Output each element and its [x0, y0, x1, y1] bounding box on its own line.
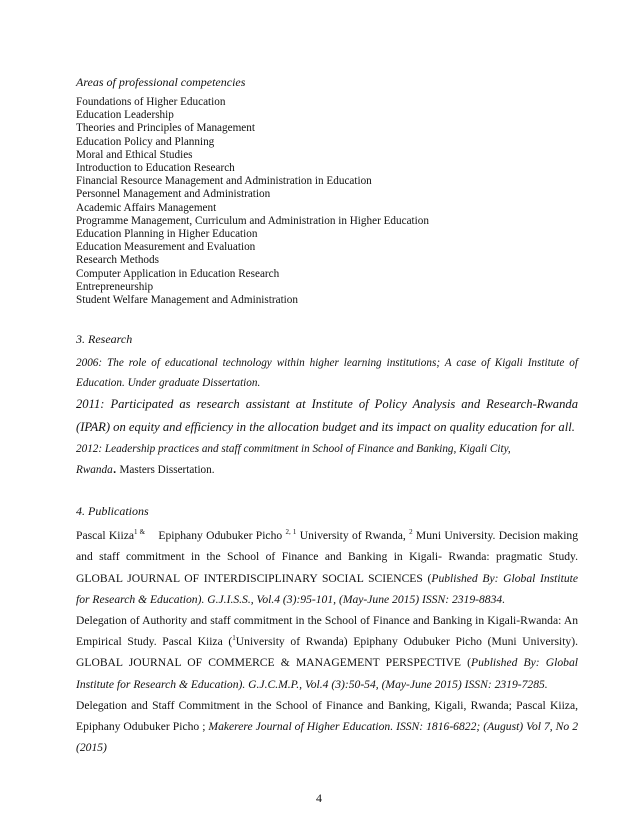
publication-1	[76, 525, 578, 610]
research-entry-2012	[76, 439, 578, 480]
list-item: Education Policy and Planning	[76, 135, 215, 148]
list-item: Entrepreneurship	[76, 280, 154, 293]
pub1-sup1: 1 &	[134, 528, 146, 537]
research-entry-2012-place: Rwanda	[76, 464, 113, 477]
list-item: Education Leadership	[76, 109, 174, 122]
pub1-title: Muni University. Decision making and staff commitment in the School of Finance and Banking in Kigali- Rwanda: pragmatic Study. GLOBAL JOURNAL OF INTERDISCIPLINARY SOCIAL SCIENCES (	[76, 529, 579, 585]
research-entry-2012-dot: .	[112, 460, 117, 478]
list-item: Introduction to Education Research	[76, 162, 235, 175]
list-item: Theories and Principles of Management	[76, 122, 255, 135]
pub3-citation: Makerere Journal of Higher Education. ISSN: 1816-6822; (August) Vol 7, No 2 (2015)	[76, 720, 578, 755]
pub1-affiliation: University of Rwanda,	[296, 529, 410, 543]
list-item: Student Welfare Management and Administration	[76, 294, 298, 307]
publication-3	[76, 695, 578, 759]
research-entry-2006: 2006: The role of educational technology within higher learning institutions; A case of Kigali Institute of Education. Under graduate Dissertation.	[76, 357, 578, 390]
pub2-citation: Published By: Global Institute for Research & Education). G.J.C.M.P., Vol.4 (3):50-54, (May-June 2015) ISSN: 2319-7285.	[76, 656, 578, 691]
list-item: Research Methods	[76, 254, 159, 267]
page-number: 4	[316, 791, 322, 805]
list-item: Financial Resource Management and Administration in Education	[76, 175, 372, 188]
competencies-list	[76, 96, 578, 307]
pub2-title: Delegation of Authority and staff commitment in the School of Finance and Banking in Kigali-Rwanda: An Empirical Study. Pascal Kiiza (	[76, 614, 578, 649]
pub3-title: Delegation and Staff Commitment in the School of Finance and Banking, Kigali, Rwanda; Pascal Kiiza, Epiphany Odubuker Picho ;	[76, 698, 578, 734]
list-item: Computer Application in Education Research	[76, 267, 280, 280]
pub1-author2: Epiphany Odubuker Picho	[158, 529, 286, 543]
list-item: Education Planning in Higher Education	[76, 228, 258, 241]
pub1-sup3: 2	[409, 528, 413, 537]
list-item: Moral and Ethical Studies	[76, 148, 193, 161]
publication-2	[76, 610, 578, 695]
list-item: Academic Affairs Management	[76, 201, 217, 214]
research-heading: 3. Research	[76, 332, 133, 347]
pub2-authors: University of Rwanda) Epiphany Odubuker Picho (Muni University). GLOBAL JOURNAL OF COMMERCE & MANAGEMENT PERSPECTIVE (	[76, 635, 578, 670]
research-entry-2011: 2011: Participated as research assistant at Institute of Policy Analysis and Research-Rwanda (IPAR) on equity and efficiency in the allocation budget and its impact on quality education for all.	[76, 397, 578, 435]
pub2-sup: 1	[232, 634, 236, 643]
research-entry-2012-title: 2012: Leadership practices and staff commitment in School of Finance and Banking, Kigali City,	[76, 443, 511, 456]
list-item: Education Measurement and Evaluation	[76, 241, 256, 254]
publications-heading: 4. Publications	[76, 504, 149, 519]
competencies-heading: Areas of professional competencies	[76, 75, 246, 89]
research-entry-2012-type: Masters Dissertation.	[116, 464, 215, 477]
list-item: Programme Management, Curriculum and Administration in Higher Education	[76, 214, 429, 227]
pub1-citation: Published By: Global Institute for Research & Education). G.J.I.S.S., Vol.4 (3):95-101, (May-June 2015) ISSN: 2319-8834.	[76, 571, 578, 606]
pub1-sup2: 2, 1	[285, 528, 297, 537]
list-item: Personnel Management and Administration	[76, 188, 271, 201]
list-item: Foundations of Higher Education	[76, 96, 226, 108]
pub1-author1: Pascal Kiiza	[76, 529, 135, 543]
